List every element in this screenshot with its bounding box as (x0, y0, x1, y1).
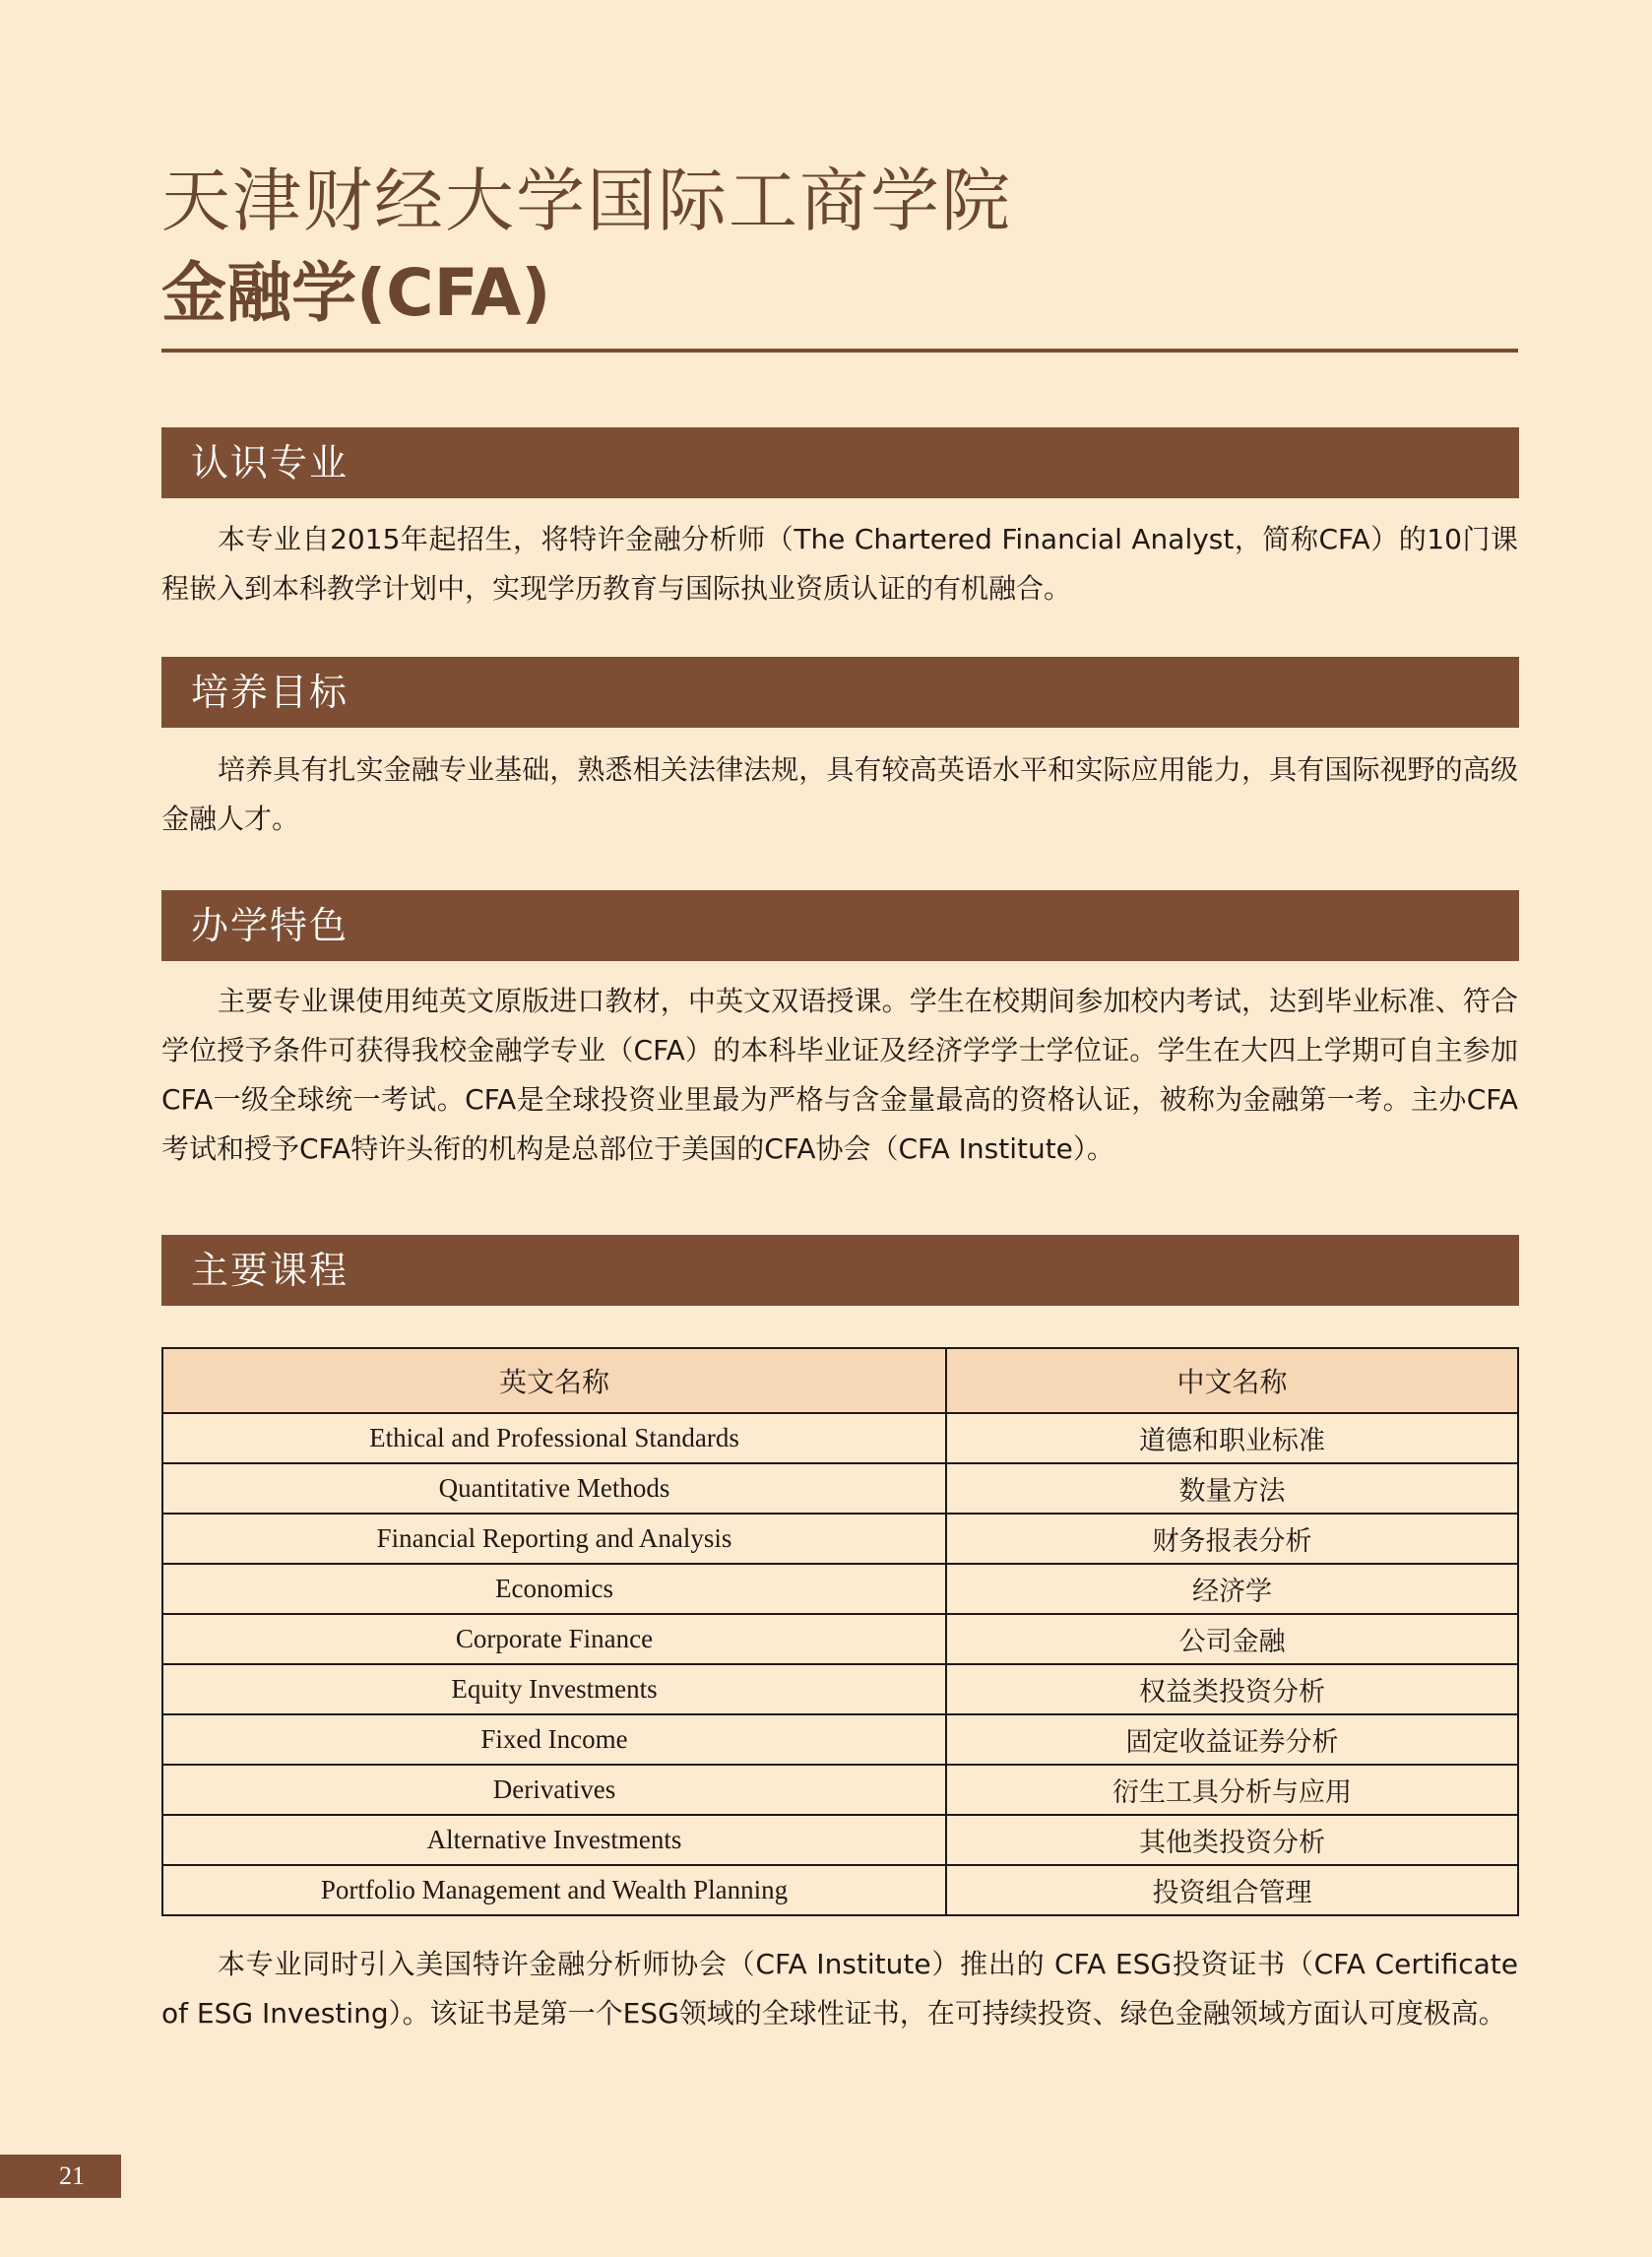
table-row (162, 1463, 1518, 1514)
course-chinese-name: 衍生工具分析与应用 (946, 1765, 1518, 1815)
course-chinese-name: 公司金融 (946, 1614, 1518, 1664)
section-heading-courses (161, 1235, 1519, 1306)
course-chinese-name: 财务报表分析 (946, 1514, 1518, 1564)
section-text-goals: 培养具有扎实金融专业基础，熟悉相关法律法规，具有较高英语水平和实际应用能力，具有国际视野的高级金融人才。 (161, 753, 1518, 835)
course-chinese-name: 其他类投资分析 (946, 1815, 1518, 1865)
table-row (162, 1614, 1518, 1664)
table-row (162, 1514, 1518, 1564)
course-chinese-name: 数量方法 (946, 1463, 1518, 1514)
page-title: 天津财经大学国际工商学院 (161, 161, 1012, 241)
section-text-about: 本专业自2015年起招生，将特许金融分析师（The Chartered Financial Analyst，简称CFA）的10门课程嵌入到本科教学计划中，实现学历教育与国际执业资质认证的有机融合。 (161, 523, 1518, 605)
course-chinese-name: 固定收益证券分析 (946, 1714, 1518, 1765)
table-row (162, 1664, 1518, 1714)
table-row (162, 1815, 1518, 1865)
section-heading-features (161, 890, 1519, 961)
course-chinese-name: 投资组合管理 (946, 1865, 1518, 1915)
table-row (162, 1865, 1518, 1915)
course-chinese-name: 道德和职业标准 (946, 1413, 1518, 1463)
title-divider (161, 349, 1518, 353)
table-row (162, 1714, 1518, 1765)
table-row (162, 1765, 1518, 1815)
section-heading-goals (161, 657, 1519, 728)
course-english-name: Financial Reporting and Analysis (162, 1514, 946, 1564)
section-heading-label: 培养目标 (191, 671, 349, 714)
course-english-name: Derivatives (162, 1765, 946, 1815)
page-number: 21 (59, 2161, 85, 2190)
course-table (161, 1347, 1519, 1916)
course-chinese-name: 权益类投资分析 (946, 1664, 1518, 1714)
section-heading-label: 认识专业 (191, 441, 349, 484)
course-english-name: Economics (162, 1564, 946, 1614)
table-row (162, 1564, 1518, 1614)
section-text-features: 主要专业课使用纯英文原版进口教材，中英文双语授课。学生在校期间参加校内考试，达到毕业标准、符合学位授予条件可获得我校金融学专业（CFA）的本科毕业证及经济学学士学位证。学生在大四上学期可自主参加CFA一级全球统一考试。CFA是全球投资业里最为严格与含金量最高的资格认证，被称为金融第一考。主办CFA考试和授予CFA特许头衔的机构是总部位于美国的CFA协会（CFA Institute）。 (161, 985, 1518, 1165)
table-row (162, 1413, 1518, 1463)
section-heading-about (161, 427, 1519, 498)
course-english-name: Equity Investments (162, 1664, 946, 1714)
course-english-name: Ethical and Professional Standards (162, 1413, 946, 1463)
column-header-english: 英文名称 (162, 1348, 946, 1413)
course-chinese-name: 经济学 (946, 1564, 1518, 1614)
page-number-badge (0, 2155, 121, 2198)
page-subtitle: 金融学(CFA) (161, 255, 551, 331)
course-english-name: Corporate Finance (162, 1614, 946, 1664)
course-english-name: Fixed Income (162, 1714, 946, 1765)
course-english-name: Quantitative Methods (162, 1463, 946, 1514)
table-header-row (162, 1348, 1518, 1413)
section-heading-label: 主要课程 (191, 1249, 349, 1292)
course-english-name: Portfolio Management and Wealth Planning (162, 1865, 946, 1915)
course-english-name: Alternative Investments (162, 1815, 946, 1865)
closing-paragraph: 本专业同时引入美国特许金融分析师协会（CFA Institute）推出的 CFA ESG投资证书（CFA Certificate of ESG Investing）。该证书是第一个ESG领域的全球性证书，在可持续投资、绿色金融领域方面认可度极高。 (161, 1948, 1518, 2030)
column-header-chinese: 中文名称 (946, 1348, 1518, 1413)
section-heading-label: 办学特色 (191, 904, 349, 947)
